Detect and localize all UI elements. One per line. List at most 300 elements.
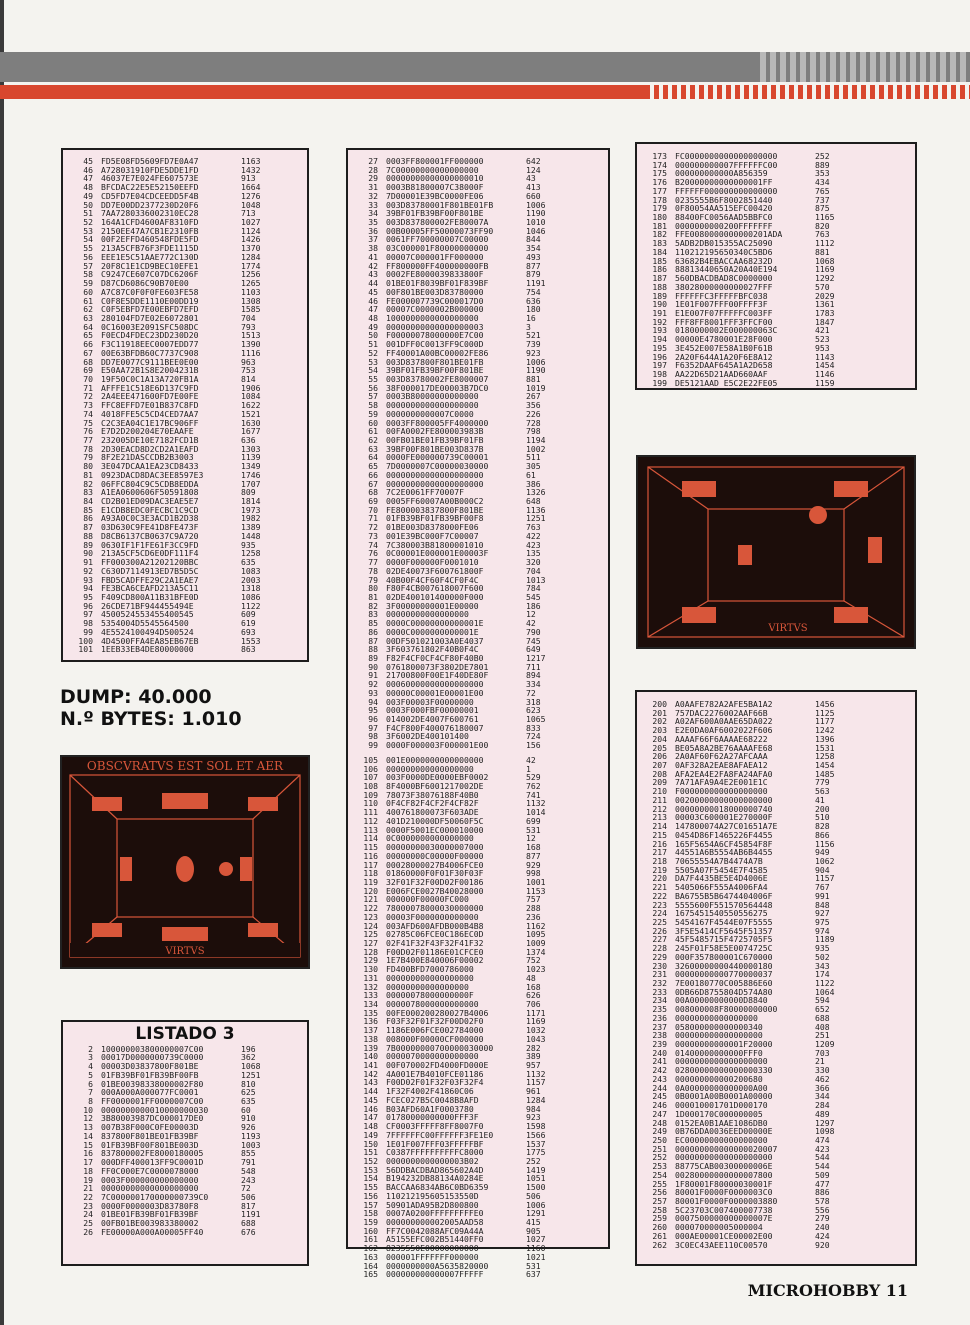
line-number: 5 [88,1069,93,1080]
hex-data: 01BE01FB39BF01FB39BF [101,1209,199,1220]
hex-data: 003D83780001F801BE01FB [386,199,494,210]
line-number: 27 [368,156,378,166]
checksum: 2029 [815,290,835,301]
checksum: 1370 [241,243,261,254]
checksum: 506 [526,1190,541,1201]
hex-data: 401D210000DF50060F5C [386,815,484,826]
checksum: 1103 [241,286,261,297]
checksum: 757 [526,894,541,905]
game-scene-2 [638,457,914,647]
checksum: 1043 [526,1033,546,1044]
hex-data: 5ADB2DB015355AC25090 [675,238,773,249]
checksum: 905 [526,1225,541,1236]
hex-data: AFFFE1C518E6D137C9FD [101,382,199,393]
line-number: 163 [363,1251,378,1262]
line-number: 86 [368,626,378,637]
line-number: 211 [652,794,667,805]
game-screenshot-1 [60,755,310,969]
line-number: 147 [363,1112,378,1123]
checksum: 252 [526,1155,541,1166]
checksum: 72 [526,687,536,698]
line-number: 73 [83,400,93,411]
checksum: 1284 [241,251,261,262]
checksum: 961 [526,1086,541,1097]
checksum: 1190 [526,365,546,376]
checksum: 1318 [241,583,261,594]
checksum: 1258 [815,751,835,762]
checksum: 1193 [241,1130,261,1141]
listing-box-listado3 [61,1020,309,1266]
line-number: 98 [368,731,378,742]
hex-data: 02DE40073F600761800F [386,565,484,576]
checksum: 1746 [241,469,261,480]
hex-data: 3F5E5414CF5645F51357 [675,925,773,936]
checksum: 1783 [815,307,835,318]
checksum: 1165 [815,212,835,223]
hex-data: 1F80001F80000030001F [675,1178,773,1189]
hex-data: 00000000000000000 [675,1012,758,1023]
hex-data: 2A4EEE471600FD7E00FE [101,391,199,402]
checksum: 16 [526,312,536,323]
line-number: 123 [363,911,378,922]
line-number: 191 [652,307,667,318]
line-number: 156 [363,1190,378,1201]
hex-data: 00F2EFFD460548FDE5FD [101,234,199,245]
checksum: 886 [815,1187,830,1198]
checksum: 1292 [815,273,835,284]
hex-data: 1E01F007FFF03FFFFFBF [386,1138,484,1149]
line-number: 260 [652,1222,667,1233]
hex-data: 000000000000007FFFFF [386,1269,484,1280]
checksum: 1064 [815,986,835,997]
checksum: 848 [815,899,830,910]
checksum: 510 [815,812,830,823]
hex-data: 0007A0200FFFFFFFFFE0 [386,1208,484,1219]
hex-data: 00000000018000000740 [675,803,773,814]
hex-data: 00FB01BE01FB39BF01FB [386,435,484,445]
line-number: 47 [83,173,93,184]
line-number: 218 [652,855,667,866]
line-number: 195 [652,342,667,353]
line-number: 250 [652,1134,667,1145]
line-number: 65 [368,461,378,472]
hex-data: 7E00180770C005886E60 [675,978,773,988]
checksum: 1308 [241,295,261,306]
line-number: 64 [368,452,378,463]
line-number: 114 [363,833,378,844]
line-number: 144 [363,1086,378,1097]
line-number: 54 [83,234,93,245]
hex-data: 7D0000007C00000030000 [386,461,489,472]
line-number: 68 [368,487,378,498]
hex-data: 00000000000001F20000 [675,1039,773,1050]
hex-data: 5454167F4544E07F5555 [675,916,773,927]
line-number: 36 [368,225,378,236]
line-number: 183 [652,238,667,249]
hex-data: 00FE000200280027B4006 [386,1007,489,1018]
hex-data: 44551A6B5554AB6B4455 [675,847,773,858]
checksum: 703 [815,1047,830,1058]
line-number: 109 [363,789,378,800]
checksum: 1982 [241,513,261,524]
hex-data: 7A71AFA9A4E2E001E1C [675,777,768,788]
hex-data: 00280000000000007800 [675,1169,773,1180]
hex-data: 4E5524100494D500524 [101,626,194,637]
line-number: 194 [652,334,667,345]
hex-data: 78000078000030000000 [386,903,484,914]
hex-data: 45F5485715F4725705F5 [675,934,773,945]
line-number: 83 [368,609,378,620]
hex-data: 7C380003B81800001010 [386,539,484,550]
page-edge [0,0,4,1325]
line-number: 261 [652,1230,667,1241]
game-scene-1 [62,757,308,967]
hex-data: 3C0EC43AEE110C00570 [675,1239,768,1250]
checksum: 523 [815,334,830,345]
checksum: 320 [526,557,541,568]
line-number: 228 [652,943,667,954]
line-number: 71 [83,382,93,393]
hex-data: BE05A8A2BE76AAAAFE68 [675,742,773,753]
line-number: 16 [83,1148,93,1159]
checksum: 42 [526,618,536,629]
checksum: 833 [526,722,541,733]
line-number: 192 [652,316,667,327]
hex-data: A93A0C0C3E3ACD1B2D38 [101,513,199,524]
checksum: 1122 [815,978,835,988]
hex-data: 0000000000000003B02 [386,1155,479,1166]
checksum: 652 [815,1004,830,1015]
line-number: 51 [83,208,93,219]
hex-data: A02AF600A0AAE65DA022 [675,716,773,727]
hex-data: F00000078000000E7C00 [386,330,484,341]
hex-data: BA6755B5B6474404006F [675,890,773,901]
checksum: 386 [526,478,541,489]
line-number: 178 [652,194,667,205]
checksum: 1014 [526,807,546,818]
hex-data: 5555600F551570564448 [675,899,773,910]
line-number: 87 [83,522,93,533]
checksum: 1143 [815,351,835,362]
hex-data: 000A000A000077FC0001 [101,1087,199,1098]
checksum: 637 [526,1269,541,1280]
line-number: 138 [363,1033,378,1044]
line-number: 94 [368,696,378,707]
hex-data: BACCAA6834AB6C0BD6359 [386,1182,489,1193]
hex-data: A0AAFE782A2AFE5BA1A2 [675,699,773,709]
hex-data: 00FB01BE003983380002 [101,1218,199,1229]
checksum: 1163 [241,156,261,166]
line-number: 210 [652,786,667,797]
hex-data: 232005DE10E7182FCD1B [101,435,199,445]
line-number: 141 [363,1060,378,1071]
hex-data: 0000000000A5635820000 [386,1260,489,1271]
checksum: 1630 [241,417,261,428]
listing-row [352,741,604,750]
line-number: 66 [368,469,378,480]
hex-data: 00000000000000000000 [675,1152,773,1163]
line-number: 160 [363,1225,378,1236]
line-number: 96 [368,714,378,724]
line-number: 221 [652,882,667,893]
line-number: 12 [83,1113,93,1124]
hex-data: 0005FF60007A00B000C2 [386,496,484,507]
checksum: 920 [815,1239,830,1250]
hex-data: C2C3EA04C1E17BC906FF [101,417,199,428]
checksum: 1023 [526,964,546,975]
hex-data: F000000000000000000 [675,786,768,797]
line-number: 249 [652,1126,667,1137]
line-number: 85 [83,504,93,515]
checksum: 1051 [526,1173,546,1184]
line-number: 46 [368,295,378,306]
hex-data: F6352DAAF645A1A2D658 [675,360,773,371]
line-number: 71 [368,513,378,524]
hex-data: 110212195650340C5BD6 [675,246,773,257]
line-number: 97 [83,609,93,620]
hex-data: 4018FFE5C5CD4CED7AA7 [101,408,199,419]
line-number: 4 [88,1061,93,1072]
line-number: 10 [83,1104,93,1115]
listing-lines-3 [637,144,915,387]
hex-data: 165F5654A6CF45854F8F [675,838,773,849]
line-number: 69 [83,365,93,376]
hex-data: 003D83780002FE8000007 [386,373,489,384]
checksum: 889 [815,159,830,170]
hex-data: 0000000000010000000030 [101,1104,209,1115]
checksum: 1390 [241,339,261,350]
line-number: 222 [652,890,667,901]
hex-data: 0000F000003F000001E00 [386,740,489,751]
hex-data: 000000000000000000 [675,1030,763,1041]
checksum: 1622 [241,400,261,411]
line-number: 67 [368,478,378,489]
line-number: 199 [652,377,667,388]
line-number: 46 [83,164,93,175]
hex-data: FFF8FF8001FFF3FFCF00 [675,316,773,327]
hex-data: FFE0080000000000201ADA [675,229,783,240]
hex-data: 0B0001A00B0001A00000 [675,1091,773,1102]
checksum: 1027 [241,217,261,228]
line-number: 81 [83,469,93,480]
checksum: 904 [815,864,830,875]
hex-data: 01BE00398338000002F80 [101,1078,204,1089]
line-number: 66 [83,339,93,350]
line-number: 223 [652,899,667,910]
line-number: 197 [652,360,667,371]
checksum: 1013 [526,574,546,585]
line-number: 189 [652,290,667,301]
hex-data: 00017D0000000739C0000 [101,1052,204,1063]
hex-data: 03D630C9FE41D8FE473F [101,522,199,533]
checksum: 1157 [526,1077,546,1088]
checksum: 984 [526,1103,541,1114]
line-number: 111 [363,807,378,818]
hex-data: 01FB39BF00F801BE003D [101,1139,199,1150]
hex-data: 7D00001E39BC0000FE06 [386,190,484,201]
checksum: 1396 [815,733,835,744]
hex-data: 3E452E007E58A1B0F61B [675,342,773,353]
hex-data: FBD5CADFFE29C2A1EAE7 [101,574,199,585]
hex-data: 100000003800000007C00 [101,1043,204,1054]
checksum: 531 [526,1260,541,1271]
line-number: 243 [652,1073,667,1084]
line-number: 19 [83,1174,93,1185]
scene-2-bottom-text: VIRTVS [768,623,808,634]
checksum: 855 [241,1148,256,1159]
hex-data: 007B38F000C0FE00003D [101,1122,199,1133]
line-number: 119 [363,876,378,887]
checksum: 1276 [241,190,261,201]
checksum: 474 [815,1134,830,1145]
checksum: 649 [526,644,541,655]
hex-data: FD400BFD7000786000 [386,964,474,975]
checksum: 334 [526,679,541,690]
checksum: 1814 [241,496,261,507]
line-number: 205 [652,742,667,753]
hex-data: 5405066F555A4006FA4 [675,882,768,893]
checksum: 791 [241,1157,256,1168]
line-number: 50 [83,199,93,210]
line-number: 61 [83,295,93,306]
checksum: 366 [815,1082,830,1093]
line-number: 62 [83,304,93,315]
checksum: 200 [815,803,830,814]
line-number: 254 [652,1169,667,1180]
hex-data: 0761800073F3802DE7801 [386,661,489,672]
line-number: 90 [368,661,378,672]
checksum: 923 [526,347,541,358]
listing-box-2 [346,148,610,1280]
line-number: 15 [83,1139,93,1150]
checksum: 1021 [526,1251,546,1262]
hex-data: 000000000000A856359 [675,168,768,179]
hex-data: 0F80054AA515EFC00420 [675,203,773,214]
checksum: 318 [526,696,541,707]
checksum: 713 [241,208,256,219]
header-red-stripes [650,85,970,99]
line-number: 152 [363,1155,378,1166]
line-number: 17 [83,1157,93,1168]
hex-data: FF7C0042088AFC09A44A [386,1225,484,1236]
scene-1-bottom-text: VIRTVS [165,946,205,957]
checksum: 1258 [241,548,261,559]
line-number: 88 [368,644,378,655]
checksum: 236 [526,911,541,922]
checksum: 196 [241,1043,256,1054]
checksum: 1566 [526,1129,546,1140]
hex-data: 26CDE71BF944455494E [101,600,194,611]
hex-data: AAAAF66F6AAAAE68222 [675,733,768,744]
checksum: 344 [815,1091,830,1102]
line-number: 54 [368,365,378,376]
hex-data: EEE1E5C51AAE772C130D [101,251,199,262]
checksum: 60 [241,1104,251,1115]
hex-data: 8F4000BF6001217002DE [386,781,484,792]
checksum: 1098 [815,1126,835,1137]
checksum: 875 [815,203,830,214]
checksum: 1973 [241,504,261,515]
hex-data: 5505A07F5454E7F4585 [675,864,768,875]
line-number: 165 [363,1269,378,1280]
checksum: 879 [526,269,541,280]
checksum: 41 [815,794,825,805]
checksum: 1537 [526,1138,546,1149]
checksum: 252 [815,151,830,161]
listing-box-4 [635,690,917,1266]
hex-data: E7D2D200204E70EAAFE [101,426,194,437]
checksum: 3 [526,321,531,332]
line-number: 213 [652,812,667,823]
line-number: 244 [652,1082,667,1093]
line-number: 80 [83,461,93,472]
checksum: 1251 [526,513,546,524]
line-number: 240 [652,1047,667,1058]
checksum: 1019 [526,382,546,393]
hex-data: FFC8EFFD7E01B837C8FD [101,400,199,411]
line-number: 57 [83,260,93,271]
checksum: 765 [815,185,830,196]
hex-data: 0000F0000003D83780F8 [101,1200,199,1211]
hex-data: 3F6002DE400101400 [386,731,469,742]
hex-data: 00F801BE003D83780000 [386,286,484,297]
checksum: 1146 [815,368,835,379]
line-number: 92 [368,679,378,690]
checksum: 1349 [241,461,261,472]
checksum: 343 [815,960,830,971]
checksum: 1374 [526,946,546,957]
hex-data: 0DB66D8755804D574A80 [675,986,773,997]
line-number: 225 [652,916,667,927]
checksum: 623 [526,705,541,716]
line-number: 219 [652,864,667,875]
line-number: 63 [83,312,93,323]
checksum: 1006 [526,1199,546,1210]
line-number: 214 [652,821,667,832]
checksum: 706 [526,999,541,1009]
hex-data: 110212195605153550D [386,1190,479,1201]
checksum: 1707 [241,478,261,489]
hex-data: 837800002FE8000180005 [101,1148,204,1159]
hex-data: 560DBACDBAD8C0000000 [675,273,773,284]
hex-data: B20000000000000001FF [675,177,773,188]
line-number: 259 [652,1213,667,1224]
hex-data: 00000000C00000F00000 [386,850,484,861]
checksum: 798 [526,426,541,437]
checksum: 226 [526,408,541,419]
line-number: 105 [363,754,378,765]
hex-data: 01860000F0F01F30F03F [386,868,484,879]
hex-data: 00000000030000007000 [386,842,484,853]
checksum: 660 [526,190,541,201]
bytes-label: N.º BYTES: 1.010 [60,708,242,730]
line-number: 179 [652,203,667,214]
line-number: 227 [652,934,667,945]
checksum: 521 [526,330,541,341]
hex-data: 3F603761802F40B0F4C [386,644,479,655]
hex-data: FF000300A21202120BBC [101,557,199,568]
hex-data: FF0000001FF0000007C00 [101,1096,204,1107]
checksum: 863 [241,644,256,655]
hex-data: 20F8C1E1CD9BEC10EFE1 [101,260,199,271]
checksum: 180 [526,304,541,315]
checksum: 753 [241,365,256,376]
hex-data: 00FA0002FE800003983B [386,426,484,437]
checksum: 1125 [815,707,835,718]
hex-data: 400761800073F603ADE [386,807,479,818]
checksum: 1194 [526,435,546,445]
line-number: 185 [652,255,667,266]
